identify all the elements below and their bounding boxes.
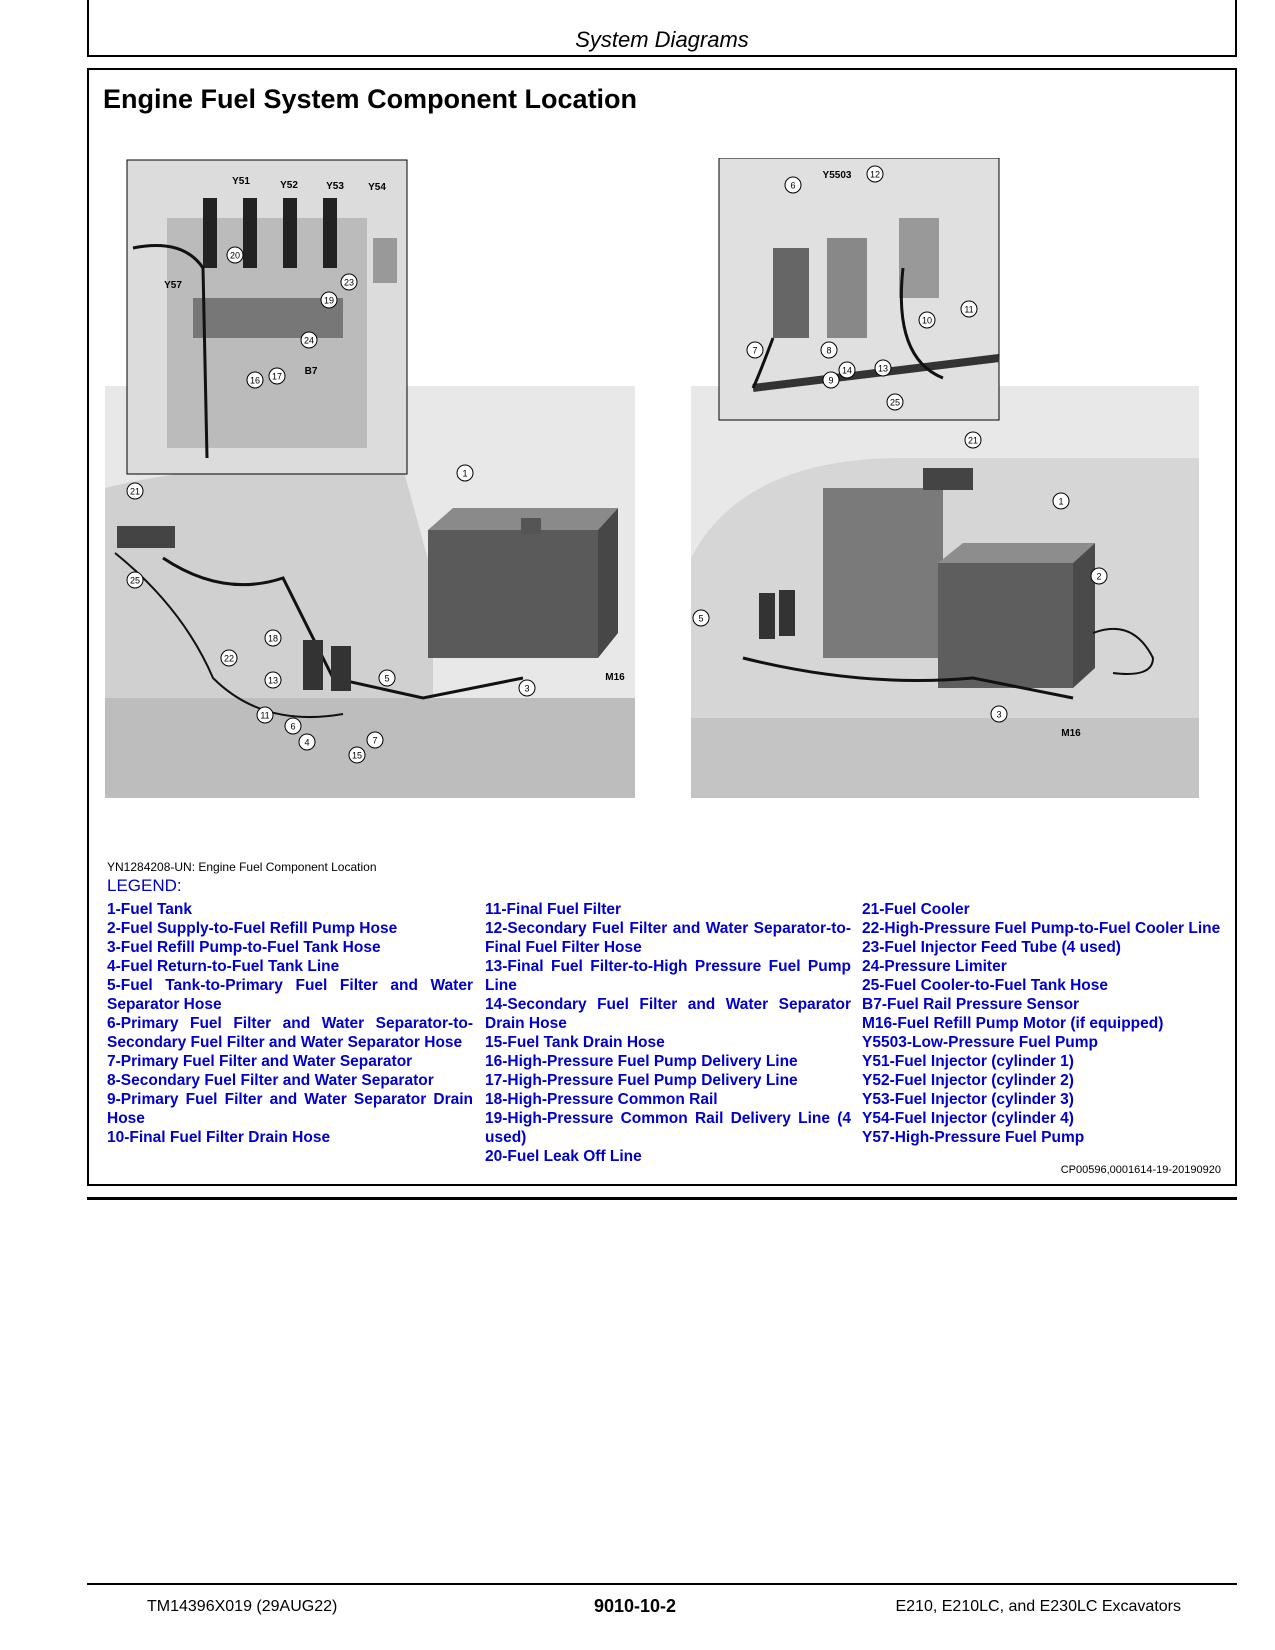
callout-number: 14 xyxy=(841,365,853,376)
callout-number: 15 xyxy=(351,750,363,761)
callout-number: 1 xyxy=(1058,496,1064,507)
callout-number: 22 xyxy=(223,653,235,664)
legend-item: 18-High-Pressure Common Rail xyxy=(485,1091,718,1108)
legend-item: 6-Primary Fuel Filter and Water Separator-to-Secondary Fuel Filter and Water Separator Hose xyxy=(107,1015,473,1051)
legend-item: Y53-Fuel Injector (cylinder 3) xyxy=(862,1091,1074,1108)
callout-number: 24 xyxy=(303,335,315,346)
legend-item: 4-Fuel Return-to-Fuel Tank Line xyxy=(107,958,340,975)
page-title: Engine Fuel System Component Location xyxy=(103,84,638,114)
legend-item: 21-Fuel Cooler xyxy=(862,901,970,918)
callout-label: M16 xyxy=(605,672,625,683)
callout-number: 7 xyxy=(372,735,378,746)
callout-label: Y54 xyxy=(368,182,386,193)
content-box xyxy=(87,68,1237,1186)
callout-number: 10 xyxy=(921,315,933,326)
callout-number: 11 xyxy=(260,710,270,721)
callout-number: 21 xyxy=(129,486,141,497)
legend-item: 11-Final Fuel Filter xyxy=(485,901,622,918)
legend-item: 15-Fuel Tank Drain Hose xyxy=(485,1034,665,1051)
legend-item: 25-Fuel Cooler-to-Fuel Tank Hose xyxy=(862,977,1109,994)
callout-number: 11 xyxy=(964,304,974,315)
callout-label: Y52 xyxy=(280,180,298,191)
legend-item: B7-Fuel Rail Pressure Sensor xyxy=(862,996,1080,1013)
legend-item: 24-Pressure Limiter xyxy=(862,958,1007,975)
legend-item: 17-High-Pressure Fuel Pump Delivery Line xyxy=(485,1072,798,1089)
callout-number: 7 xyxy=(752,345,758,356)
legend-item: Y52-Fuel Injector (cylinder 2) xyxy=(862,1072,1074,1089)
callout-number: 6 xyxy=(290,721,296,732)
callout-number: 6 xyxy=(790,180,796,191)
legend-item: 5-Fuel Tank-to-Primary Fuel Filter and Water Separator Hose xyxy=(107,977,473,1013)
fuel-system-figure xyxy=(103,158,1223,908)
callout-number: 13 xyxy=(267,675,279,686)
legend-column-2 xyxy=(485,900,851,1166)
callout-number: 8 xyxy=(826,345,832,356)
legend-item: 12-Secondary Fuel Filter and Water Separator-to-Final Fuel Filter Hose xyxy=(485,920,851,956)
callout-label: B7 xyxy=(304,366,318,377)
footer-divider xyxy=(87,1583,1237,1585)
callout-number: 17 xyxy=(271,371,283,382)
callout-number: 21 xyxy=(967,435,979,446)
legend-item: 2-Fuel Supply-to-Fuel Refill Pump Hose xyxy=(107,920,398,937)
footer-doc-id: TM14396X019 (29AUG22) xyxy=(147,1598,338,1615)
callout-number: 23 xyxy=(343,277,355,288)
callout-number: 20 xyxy=(229,250,241,261)
callout-number: 25 xyxy=(129,575,141,586)
callout-number: 13 xyxy=(877,363,889,374)
legend-item: 10-Final Fuel Filter Drain Hose xyxy=(107,1129,331,1146)
callout-number: 1 xyxy=(462,468,468,479)
callout-label: Y51 xyxy=(232,176,250,187)
callout-number: 25 xyxy=(889,397,901,408)
callout-number: 5 xyxy=(384,673,390,684)
reference-code: CP00596,0001614-19-20190920 xyxy=(1060,1164,1221,1176)
legend-item: Y5503-Low-Pressure Fuel Pump xyxy=(862,1034,1099,1051)
callout-number: 3 xyxy=(524,683,530,694)
legend-item: 19-High-Pressure Common Rail Delivery Line (4 used) xyxy=(485,1110,851,1146)
legend-item: 9-Primary Fuel Filter and Water Separator Drain Hose xyxy=(107,1091,473,1127)
callout-number: 18 xyxy=(267,633,279,644)
legend-column-1 xyxy=(107,900,473,1147)
legend-item: 23-Fuel Injector Feed Tube (4 used) xyxy=(862,939,1121,956)
figure-caption: YN1284208-UN: Engine Fuel Component Location xyxy=(107,860,377,874)
legend-item: 20-Fuel Leak Off Line xyxy=(485,1148,642,1165)
callout-number: 5 xyxy=(698,613,704,624)
legend-item: 7-Primary Fuel Filter and Water Separator xyxy=(107,1053,413,1070)
legend-item: Y51-Fuel Injector (cylinder 1) xyxy=(862,1053,1074,1070)
legend-item: 8-Secondary Fuel Filter and Water Separator xyxy=(107,1072,434,1089)
callout-number: 16 xyxy=(249,375,261,386)
callout-number: 3 xyxy=(996,709,1002,720)
divider xyxy=(87,1197,1237,1200)
callout-number: 2 xyxy=(1096,571,1102,582)
header-box xyxy=(87,0,1237,57)
callout-number: 4 xyxy=(304,737,310,748)
callout-label: Y57 xyxy=(164,280,182,291)
legend-column-3 xyxy=(862,900,1226,1147)
footer-page-number: 9010-10-2 xyxy=(593,1596,677,1616)
callout-number: 19 xyxy=(323,295,335,306)
legend-heading: LEGEND: xyxy=(107,876,182,895)
legend-item: 16-High-Pressure Fuel Pump Delivery Line xyxy=(485,1053,798,1070)
legend-item: 14-Secondary Fuel Filter and Water Separator Drain Hose xyxy=(485,996,851,1032)
legend-item: Y54-Fuel Injector (cylinder 4) xyxy=(862,1110,1074,1127)
legend-item: 22-High-Pressure Fuel Pump-to-Fuel Cooler Line xyxy=(862,920,1221,937)
legend-item: M16-Fuel Refill Pump Motor (if equipped) xyxy=(862,1015,1164,1032)
callout-number: 12 xyxy=(869,169,881,180)
legend-item: 13-Final Fuel Filter-to-High Pressure Fuel Pump Line xyxy=(485,958,851,994)
callout-number: 9 xyxy=(828,375,834,386)
callout-label: Y53 xyxy=(326,181,344,192)
legend-item: 1-Fuel Tank xyxy=(107,901,192,918)
legend-item: 3-Fuel Refill Pump-to-Fuel Tank Hose xyxy=(107,939,381,956)
callout-label: Y5503 xyxy=(822,170,852,181)
callout-label: M16 xyxy=(1061,728,1081,739)
footer-model: E210, E210LC, and E230LC Excavators xyxy=(895,1598,1181,1615)
section-title: System Diagrams xyxy=(575,27,749,52)
legend-item: Y57-High-Pressure Fuel Pump xyxy=(862,1129,1085,1146)
